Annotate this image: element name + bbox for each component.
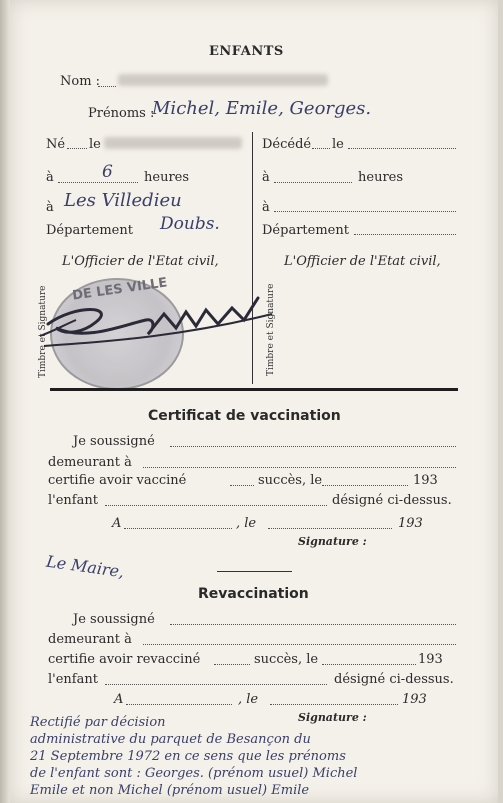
revacc-line2: demeurant à: [48, 632, 132, 647]
birth-place-value: Les Villedieu: [64, 190, 182, 211]
decede-a1-label: à: [262, 170, 270, 185]
decede-heures-label: heures: [358, 170, 404, 185]
vacc-handwritten-signature: Le Maire,: [45, 551, 126, 582]
ne-a1-label: à: [46, 170, 54, 185]
decede-departement-label: Département: [262, 223, 349, 238]
ne-a2-label: à: [46, 200, 54, 215]
ne-dots: [67, 148, 87, 149]
prenoms-value: Michel, Emile, Georges.: [152, 98, 372, 119]
revacc-line5-dots2: [270, 704, 398, 705]
section-rule: [50, 388, 458, 391]
stamp-text: DE LES VILLE: [71, 275, 169, 304]
vacc-line5a: A: [112, 516, 122, 531]
vacc-line5-dots1: [124, 528, 232, 529]
prenoms-label: Prénoms :: [88, 106, 155, 121]
decede-date-dots: [348, 148, 456, 149]
revacc-line5-dots1: [126, 704, 232, 705]
annotation-line-2: administrative du parquet de Besançon du: [30, 732, 311, 747]
revacc-line5c: 193: [402, 692, 427, 707]
hour-dots: [58, 182, 138, 183]
vacc-line3a: certifie avoir vacciné: [48, 473, 187, 488]
vacc-line2-dots: [143, 467, 456, 468]
revacc-line5a: A: [114, 692, 124, 707]
vacc-line5b: , le: [236, 516, 257, 531]
vacc-signature-label: Signature :: [298, 535, 367, 548]
revacc-line4b: désigné ci-dessus.: [334, 672, 454, 687]
birth-date-redacted: [104, 137, 242, 149]
nom-redacted: [118, 74, 328, 86]
vacc-line5c: 193: [398, 516, 423, 531]
revacc-line1: Je soussigné: [73, 612, 155, 627]
ne-le-label: le: [89, 137, 101, 152]
revacc-line4a: l'enfant: [48, 672, 98, 687]
right-timbre: Timbre et Signature: [266, 283, 276, 376]
revacc-line3-dots2: [322, 664, 416, 665]
vacc-line1-dots: [170, 446, 456, 447]
vacc-line3c: 193: [413, 473, 438, 488]
decede-label: Décédé: [262, 137, 312, 152]
decede-dots: [312, 148, 330, 149]
revacc-signature-label: Signature :: [298, 711, 367, 724]
decede-a2-label: à: [262, 200, 270, 215]
nom-dots: [98, 86, 116, 87]
revacc-line5b: , le: [238, 692, 259, 707]
annotation-line-1: Rectifié par décision: [30, 715, 166, 730]
officer-signature: [36, 284, 276, 374]
nom-label: Nom :: [60, 74, 101, 89]
decede-place-dots: [274, 211, 456, 212]
birth-departement-value: Doubs.: [160, 214, 220, 234]
ne-departement-label: Département: [46, 223, 133, 238]
revacc-line1-dots: [170, 624, 456, 625]
vacc-line3b: succès, le: [258, 473, 323, 488]
revaccination-title: Revaccination: [198, 586, 309, 602]
vacc-line4-dots: [105, 505, 327, 506]
vacc-line5-dots2: [268, 528, 392, 529]
vacc-line3-dots1: [230, 485, 254, 486]
revacc-line2-dots: [143, 644, 456, 645]
vacc-line4b: désigné ci-dessus.: [332, 493, 452, 508]
ne-heures-label: heures: [144, 170, 190, 185]
decede-departement-dots: [354, 234, 456, 235]
revacc-line3c: 193: [418, 652, 443, 667]
vacc-line2: demeurant à: [48, 455, 132, 470]
right-officier: L'Officier de l'Etat civil,: [284, 254, 441, 269]
revacc-line3-dots1: [214, 664, 250, 665]
vacc-line1: Je soussigné: [73, 434, 155, 449]
decede-hour-dots: [274, 182, 352, 183]
left-officier: L'Officier de l'Etat civil,: [62, 254, 219, 269]
birth-hour-value: 6: [102, 162, 113, 182]
decede-le-label: le: [332, 137, 344, 152]
revacc-line3b: succès, le: [254, 652, 319, 667]
revacc-line3a: certifie avoir revacciné: [48, 652, 201, 667]
revacc-line4-dots: [105, 684, 327, 685]
vacc-line3-dots2: [322, 485, 408, 486]
annotation-line-3: 21 Septembre 1972 en ce sens que les prénoms: [30, 749, 346, 764]
ne-label: Né: [46, 137, 66, 152]
page-edge: [0, 0, 10, 803]
left-timbre: Timbre et Signature: [38, 285, 48, 378]
annotation-line-5: Emile et non Michel (prénom usuel) Emile: [30, 783, 310, 798]
vacc-line4a: l'enfant: [48, 493, 98, 508]
section-title: ENFANTS: [209, 44, 284, 59]
short-rule: [217, 571, 292, 572]
annotation-line-4: de l'enfant sont : Georges. (prénom usuel) Michel: [30, 766, 358, 781]
vaccination-title: Certificat de vaccination: [148, 408, 341, 424]
